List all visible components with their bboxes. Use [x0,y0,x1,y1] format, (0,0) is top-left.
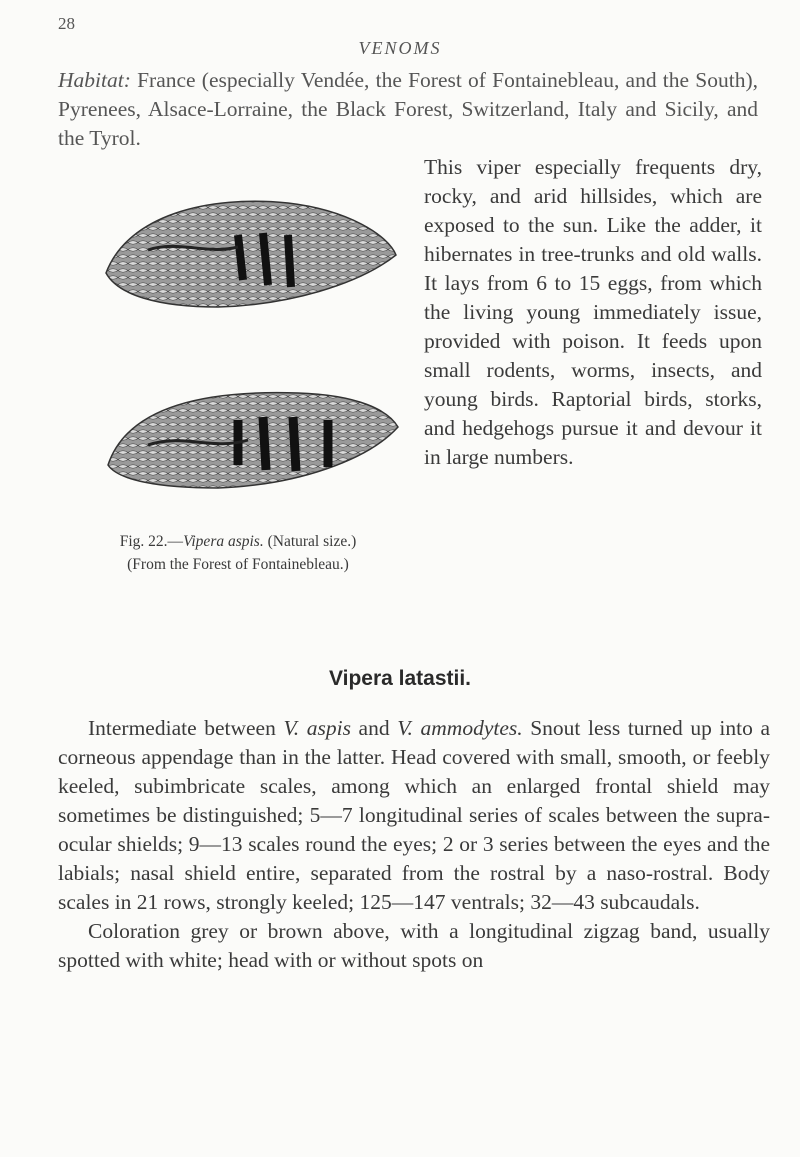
description-paragraph-1 [58,714,770,917]
desc-text-b: and [350,716,398,740]
desc-species-ammodytes: V. ammodytes. [397,716,523,740]
biology-paragraph: This viper especially frequents dry, rocky, and arid hillsides, which are exposed to the sun. Like the adder, it hibernates in tree-trunks and old walls. It lays from 6 to 15 eggs, from which the living young immediately issue, provided with poison. It feeds upon small rodents, worms, insects, and young birds. Raptorial birds, storks, and hedgehogs pursue it and devour it in large numbers. [424,155,762,469]
caption-species: Vipera aspis. [183,533,264,550]
description-block [58,714,770,975]
habitat-text: France (especially Vendée, the Forest of Fontainebleau, and the South), Pyrenees, Alsace-Lorraine, the Black Forest, Switzerland, Italy and Sicily, and the Tyrol. [58,68,758,150]
description-paragraph-2: Coloration grey or brown above, with a longitudinal zigzag band, usually spotted with white; head with or without spots on [58,919,770,972]
snake-upper-section [106,201,396,307]
snake-lower-section [108,393,398,488]
desc-species-aspis: V. aspis [283,716,351,740]
snake-figure [88,155,418,535]
caption-source: (From the Forest of Fontainebleau.) [127,556,349,573]
habitat-paragraph [58,66,758,153]
running-head: VENOMS [358,38,442,58]
caption-line-1 [58,530,418,553]
section-title: Vipera latastii. [328,667,472,690]
page-number: 28 [58,14,75,33]
caption-prefix: Fig. 22.— [119,533,184,550]
desc-text-a: Intermediate between [88,716,284,740]
desc-text-c: Snout less turned up into a corneous appendage than in the latter. Head covered with small, smooth, or feebly keeled, subimbricate scales, among which an enlarged frontal shield may sometimes be distinguished; 5—7 longitudinal series of scales between the supra-ocular shields; 9—13 scales round the eyes; 2 or 3 series between the eyes and the labials; nasal shield entire, separated from the rostral by a naso-rostral. Body scales in 21 rows, strongly keeled; 125—147 ventrals; 32—43 subcaudals. [58,716,770,914]
caption-suffix: (Natural size.) [267,533,357,550]
figure-caption [58,530,418,576]
habitat-label: Habitat: [58,68,131,92]
viper-illustration [88,155,418,535]
